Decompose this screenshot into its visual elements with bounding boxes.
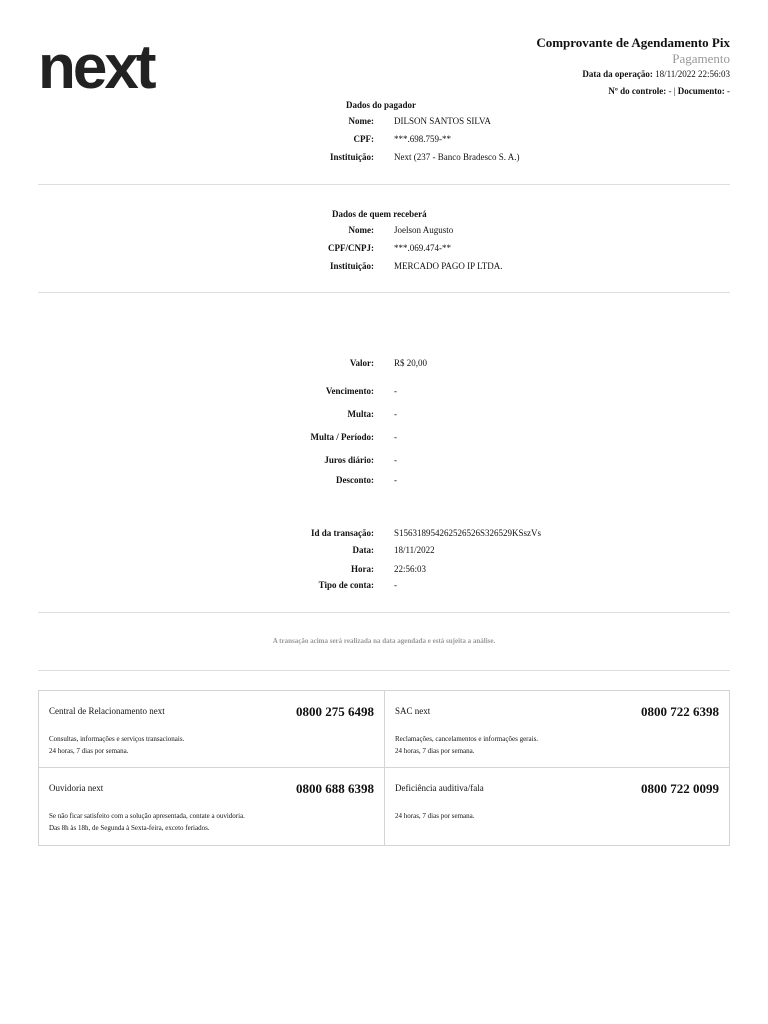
next-logo: next <box>38 33 154 102</box>
contact-desc-line: 24 horas, 7 dias por semana. <box>395 747 475 755</box>
operation-date-label: Data da operação: <box>582 69 653 79</box>
divider <box>38 184 730 185</box>
row-label: Valor: <box>349 358 374 368</box>
row-label: Tipo de conta: <box>318 580 374 590</box>
row-label: Hora: <box>351 564 374 574</box>
payer-name-row <box>0 116 768 130</box>
receipt-title: Comprovante de Agendamento Pix <box>536 35 730 50</box>
contact-desc-line: Se não ficar satisfeito com a solução apresentada, contate a ouvidoria. <box>49 812 245 820</box>
account-type-row <box>0 580 768 594</box>
row-value: - <box>394 432 397 442</box>
contact-cell <box>39 691 385 768</box>
row-value: - <box>394 455 397 465</box>
row-value: - <box>394 580 397 590</box>
receiver-section-title: Dados de quem receberá <box>332 209 427 219</box>
receiver-name-row <box>0 225 768 239</box>
contact-desc-line: Das 8h às 18h, de Segunda à Sexta-feira, exceto feriados. <box>49 824 210 832</box>
row-value: - <box>394 386 397 396</box>
contact-phone: 0800 722 6398 <box>641 704 719 719</box>
daily-interest-row <box>0 455 768 469</box>
transaction-date-row <box>0 545 768 559</box>
row-value: MERCADO PAGO IP LTDA. <box>394 261 503 271</box>
contact-cell <box>385 768 729 845</box>
operation-date <box>536 68 730 80</box>
contact-phone: 0800 688 6398 <box>296 781 374 796</box>
contact-name: SAC next <box>395 706 431 716</box>
payer-cpf-row <box>0 134 768 148</box>
divider <box>38 670 730 671</box>
contact-phone: 0800 275 6498 <box>296 704 374 719</box>
divider <box>38 292 730 293</box>
contact-desc-line: Consultas, informações e serviços transacionais. <box>49 735 185 743</box>
header-separator: | <box>673 86 676 96</box>
fine-period-row <box>0 432 768 446</box>
contact-description <box>49 733 184 757</box>
divider <box>38 612 730 613</box>
row-value: - <box>394 475 397 485</box>
row-label: Id da transação: <box>310 528 374 538</box>
row-value: ***.698.759-** <box>394 134 451 144</box>
document-value: - <box>727 86 730 96</box>
receiver-cpf-row <box>0 243 768 257</box>
row-label: CPF/CNPJ: <box>328 243 374 253</box>
row-label: Instituição: <box>329 261 374 271</box>
row-label: Data: <box>352 545 374 555</box>
amount-row <box>0 358 768 372</box>
due-date-row <box>0 386 768 400</box>
receipt-header <box>536 35 730 97</box>
row-value: DILSON SANTOS SILVA <box>394 116 491 126</box>
row-label: CPF: <box>353 134 374 144</box>
contact-phone: 0800 722 0099 <box>641 781 719 796</box>
row-value: Joelson Augusto <box>394 225 454 235</box>
discount-row <box>0 475 768 489</box>
control-value: - <box>668 86 672 96</box>
contact-desc-line: Reclamações, cancelamentos e informações gerais. <box>395 735 539 743</box>
schedule-note: A transação acima será realizada na data agendada e está sujeita a análise. <box>272 637 496 645</box>
payer-institution-row <box>0 152 768 166</box>
contact-description <box>49 810 245 834</box>
row-value: Next (237 - Banco Bradesco S. A.) <box>394 152 520 162</box>
row-value: ***.069.474-** <box>394 243 451 253</box>
fine-row <box>0 409 768 423</box>
payer-section-title: Dados do pagador <box>346 100 417 110</box>
contact-name: Central de Relacionamento next <box>49 706 165 716</box>
receiver-institution-row <box>0 261 768 275</box>
transaction-id-row <box>0 528 768 542</box>
row-label: Desconto: <box>336 475 374 485</box>
row-label: Nome: <box>348 116 374 126</box>
receipt-subtitle: Pagamento <box>672 51 730 66</box>
contact-cell <box>39 768 385 845</box>
control-label: Nº do controle: <box>608 86 667 96</box>
transaction-time-row <box>0 564 768 578</box>
contact-name: Deficiência auditiva/fala <box>395 783 484 793</box>
contact-description <box>395 733 538 757</box>
row-label: Multa / Período: <box>310 432 374 442</box>
row-label: Multa: <box>347 409 374 419</box>
contacts-table <box>38 690 730 846</box>
contact-desc-line: 24 horas, 7 dias por semana. <box>395 812 475 820</box>
row-value: 22:56:03 <box>394 564 427 574</box>
contact-cell <box>385 691 729 768</box>
row-value: - <box>394 409 397 419</box>
operation-date-value: 18/11/2022 22:56:03 <box>655 69 730 79</box>
contact-name: Ouvidoria next <box>49 783 104 793</box>
row-value: 18/11/2022 <box>394 545 435 555</box>
control-document <box>536 85 730 97</box>
row-value: S156318954262526526S326529KSszVs <box>394 528 542 538</box>
row-label: Juros diário: <box>324 455 374 465</box>
row-label: Vencimento: <box>325 386 374 396</box>
document-label: Documento: <box>677 86 725 96</box>
contact-description <box>395 810 475 822</box>
contact-desc-line: 24 horas, 7 dias por semana. <box>49 747 129 755</box>
row-label: Instituição: <box>329 152 374 162</box>
row-value: R$ 20,00 <box>394 358 428 368</box>
row-label: Nome: <box>348 225 374 235</box>
